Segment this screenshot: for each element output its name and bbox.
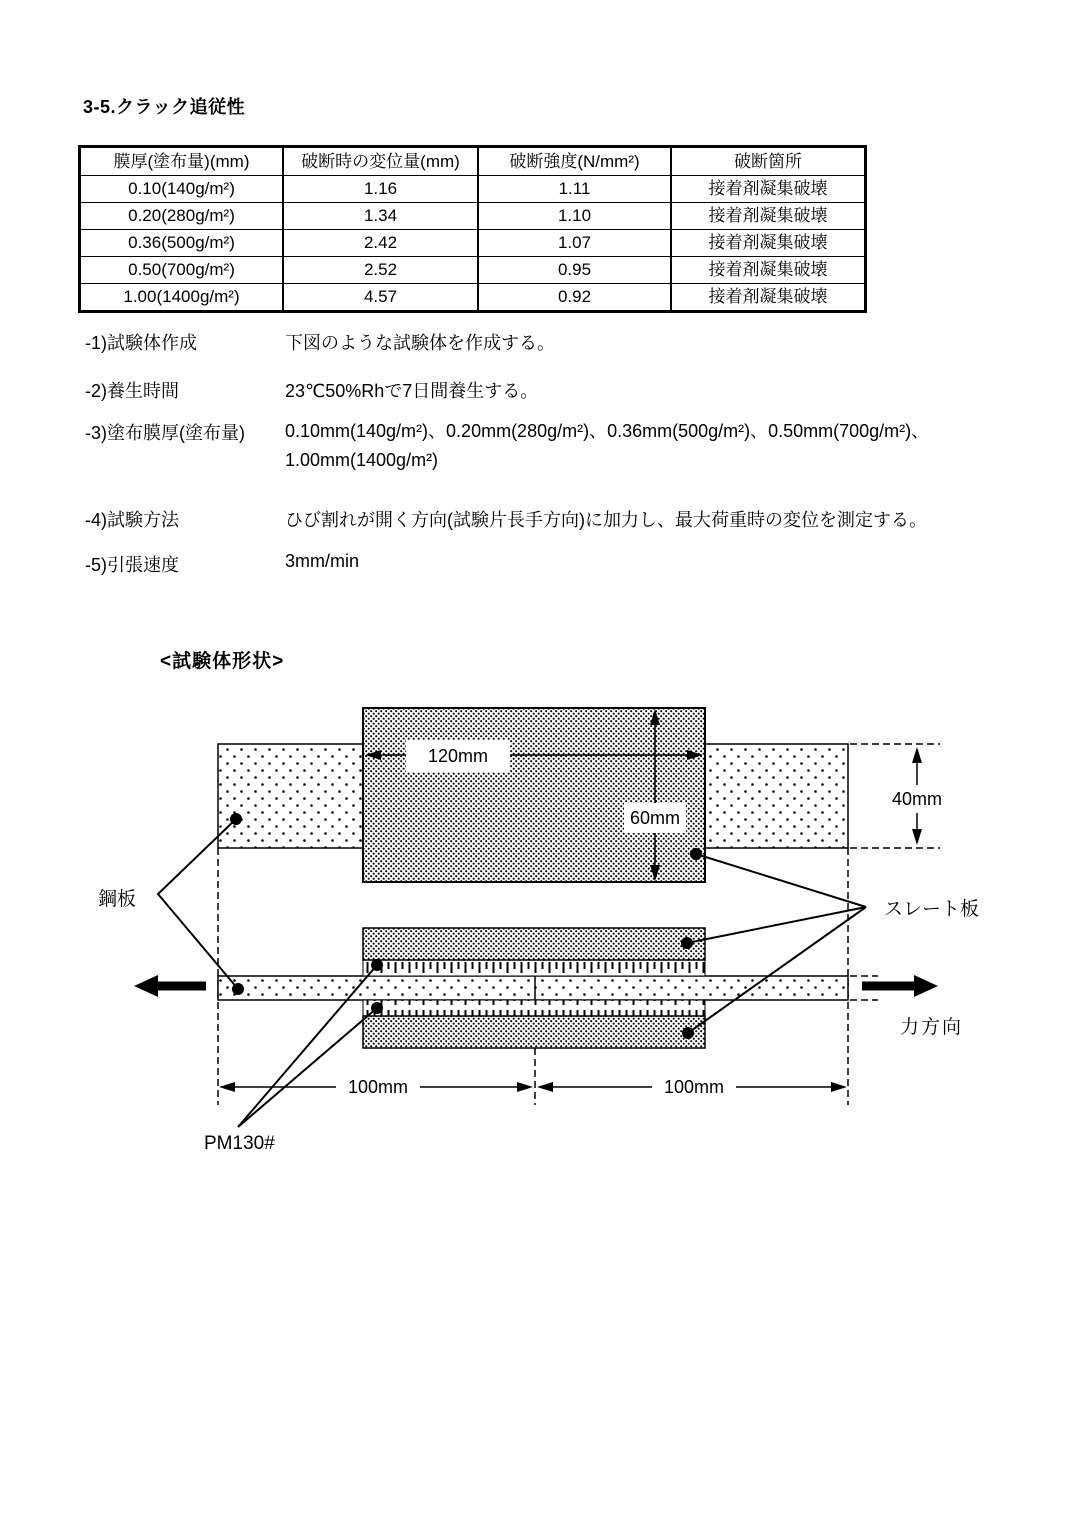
specimen-diagram bbox=[0, 690, 1087, 1170]
note-text-3-line1: 0.10mm(140g/m²)、0.20mm(280g/m²)、0.36mm(500g/m²)、0.50mm(700g/m²)、 bbox=[285, 421, 930, 441]
cell-displacement: 1.34 bbox=[283, 203, 478, 230]
dim-label-100mm-right: 100mm bbox=[652, 1072, 736, 1102]
force-arrow-left bbox=[134, 975, 206, 997]
table-row bbox=[80, 284, 866, 312]
table-row bbox=[80, 176, 866, 203]
cell-location: 接着剤凝集破壊 bbox=[671, 230, 866, 257]
slate-plate-section-upper bbox=[363, 928, 705, 960]
cell-location: 接着剤凝集破壊 bbox=[671, 203, 866, 230]
col-header-strength: 破断強度(N/mm²) bbox=[478, 147, 671, 176]
slate-plate-section-lower bbox=[363, 1016, 705, 1048]
cell-thickness: 1.00(1400g/m²) bbox=[80, 284, 284, 312]
adhesive-layer-upper bbox=[363, 960, 705, 976]
cell-thickness: 0.20(280g/m²) bbox=[80, 203, 284, 230]
dim-label-60mm: 60mm bbox=[624, 803, 686, 833]
note-label-2: -2)養生時間 bbox=[85, 381, 179, 401]
adhesive-leader-2 bbox=[238, 1008, 377, 1127]
steel-plate-label: 鋼板 bbox=[98, 889, 137, 910]
cell-thickness: 0.36(500g/m²) bbox=[80, 230, 284, 257]
note-text-1: 下図のような試験体を作成する。 bbox=[285, 333, 555, 353]
note-label-1: -1)試験体作成 bbox=[85, 333, 197, 353]
cell-displacement: 2.52 bbox=[283, 257, 478, 284]
cell-strength: 1.07 bbox=[478, 230, 671, 257]
note-label-3: -3)塗布膜厚(塗布量) bbox=[85, 423, 245, 443]
cell-strength: 0.95 bbox=[478, 257, 671, 284]
cell-thickness: 0.10(140g/m²) bbox=[80, 176, 284, 203]
slate-leader-1 bbox=[696, 854, 866, 907]
force-direction-label: 力方向 bbox=[900, 1017, 964, 1038]
note-label-5: -5)引張速度 bbox=[85, 555, 179, 575]
note-text-4: ひび割れが開く方向(試験片長手方向)に加力し、最大荷重時の変位を測定する。 bbox=[285, 510, 927, 530]
dim-label-120mm: 120mm bbox=[406, 740, 510, 772]
cell-displacement: 2.42 bbox=[283, 230, 478, 257]
table-row bbox=[80, 203, 866, 230]
cell-location: 接着剤凝集破壊 bbox=[671, 284, 866, 312]
force-arrow-right bbox=[862, 975, 938, 997]
dim-label-100mm-left: 100mm bbox=[336, 1072, 420, 1102]
cell-location: 接着剤凝集破壊 bbox=[671, 176, 866, 203]
specimen-diagram-canvas bbox=[0, 690, 1087, 1170]
col-header-displacement: 破断時の変位量(mm) bbox=[283, 147, 478, 176]
slate-plate-label: スレート板 bbox=[884, 899, 980, 920]
cell-displacement: 1.16 bbox=[283, 176, 478, 203]
results-table bbox=[78, 145, 867, 313]
note-label-4: -4)試験方法 bbox=[85, 510, 179, 530]
note-text-5: 3mm/min bbox=[285, 551, 360, 571]
adhesive-layer-lower bbox=[363, 1000, 705, 1016]
dim-100mm-arrows bbox=[219, 1082, 847, 1092]
cell-strength: 1.10 bbox=[478, 203, 671, 230]
note-text-3-line2: 1.00mm(1400g/m²) bbox=[285, 450, 439, 470]
note-text-2: 23℃50%Rhで7日間養生する。 bbox=[285, 381, 539, 401]
cell-thickness: 0.50(700g/m²) bbox=[80, 257, 284, 284]
table-row bbox=[80, 230, 866, 257]
col-header-thickness: 膜厚(塗布量)(mm) bbox=[80, 147, 284, 176]
table-row bbox=[80, 257, 866, 284]
table-header-row bbox=[80, 147, 866, 176]
cell-displacement: 4.57 bbox=[283, 284, 478, 312]
specimen-heading: <試験体形状> bbox=[160, 651, 285, 672]
dim-label-40mm: 40mm bbox=[885, 785, 949, 813]
cell-strength: 0.92 bbox=[478, 284, 671, 312]
col-header-location: 破断箇所 bbox=[671, 147, 866, 176]
adhesive-label: PM130# bbox=[204, 1133, 275, 1154]
cell-location: 接着剤凝集破壊 bbox=[671, 257, 866, 284]
steel-plate-section bbox=[218, 976, 848, 1000]
page-title: 3-5.クラック追従性 bbox=[83, 97, 246, 117]
slate-plate-plan bbox=[363, 708, 705, 882]
note-text-3 bbox=[285, 417, 929, 475]
cell-strength: 1.11 bbox=[478, 176, 671, 203]
